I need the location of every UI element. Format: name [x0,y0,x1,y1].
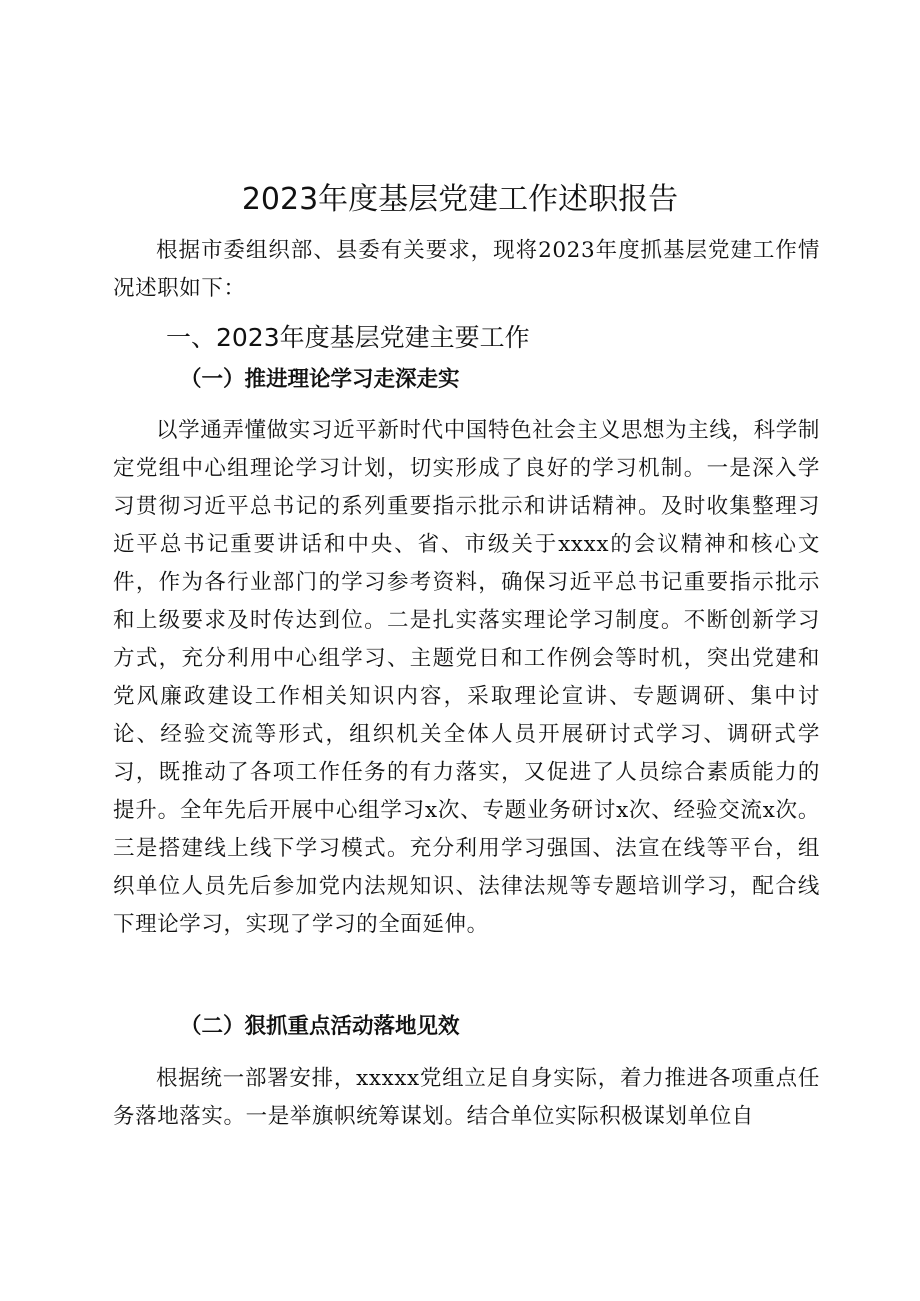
subsection-1-body: 以学通弄懂做实习近平新时代中国特色社会主义思想为主线，科学制定党组中心组理论学习计划，切实形成了良好的学习机制。一是深入学习贯彻习近平总书记的系列重要指示批示和讲话精神。及时收集整理习近平总书记重要讲话和中央、省、市级关于xxxx的会议精神和核心文件，作为各行业部门的学习参考资料，确保习近平总书记重要指示批示和上级要求及时传达到位。二是扎实落实理论学习制度。不断创新学习方式，充分利用中心组学习、主题党日和工作例会等时机，突出党建和党风廉政建设工作相关知识内容，采取理论宣讲、专题调研、集中讨论、经验交流等形式，组织机关全体人员开展研讨式学习、调研式学习，既推动了各项工作任务的有力落实，又促进了人员综合素质能力的提升。全年先后开展中心组学习x次、专题业务研讨x次、经验交流x次。三是搭建线上线下学习模式。充分利用学习强国、法宣在线等平台，组织单位人员先后参加党内法规知识、法律法规等专题培训学习，配合线下理论学习，实现了学习的全面延伸。 [113,418,820,937]
intro-paragraph: 根据市委组织部、县委有关要求，现将2023年度抓基层党建工作情况述职如下： [113,238,820,301]
subsection-heading-1: （一）推进理论学习走深走实 [180,367,460,392]
document-title: 2023年度基层党建工作述职报告 [241,182,679,217]
subsection-2-body: 根据统一部署安排，xxxxx党组立足自身实际，着力推进各项重点任务落地落实。一是举旗帜统筹谋划。结合单位实际积极谋划单位自 [113,1066,820,1129]
section-heading-1: 一、2023年度基层党建主要工作 [166,323,530,352]
subsection-heading-2: （二）狠抓重点活动落地见效 [180,1014,460,1039]
